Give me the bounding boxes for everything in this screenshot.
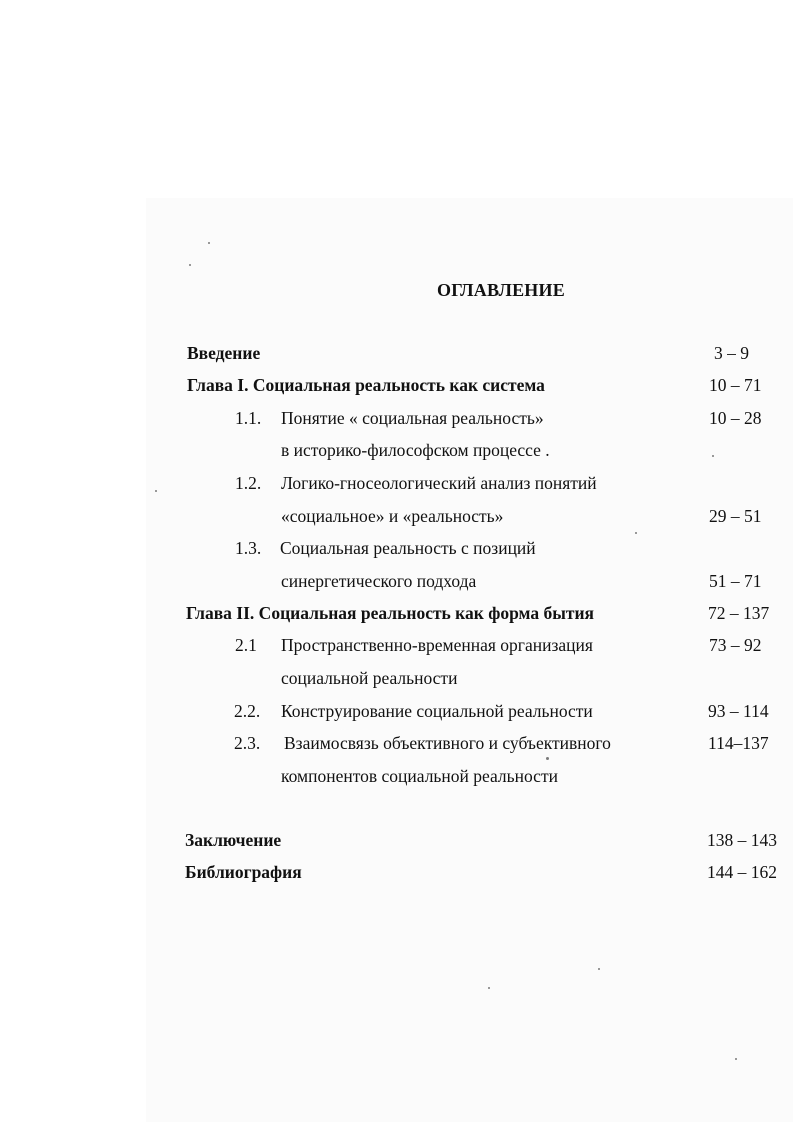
- toc-chapter-1-pages: 10 – 71: [709, 375, 762, 395]
- toc-section-title: Взаимосвязь объективного и субъективного: [284, 733, 611, 753]
- toc-section-number: 2.1: [235, 635, 257, 655]
- toc-chapter-2-pages: 72 – 137: [708, 603, 770, 623]
- toc-section-title-cont: в историко-философском процессе .: [281, 440, 550, 460]
- toc-section-title: Конструирование социальной реальности: [281, 701, 593, 721]
- toc-entry-bibliography-pages: 144 – 162: [707, 862, 777, 882]
- toc-section-pages: 51 – 71: [709, 571, 762, 591]
- toc-section-title-cont: «социальное» и «реальность»: [281, 506, 504, 526]
- scan-speck: [155, 490, 157, 492]
- toc-section-number: 1.1.: [235, 408, 262, 428]
- toc-entry-conclusion: Заключение: [185, 830, 282, 850]
- toc-section-pages: 10 – 28: [709, 408, 762, 428]
- scan-speck: [598, 968, 600, 970]
- toc-section-pages: 93 – 114: [708, 701, 769, 721]
- scan-speck: [488, 987, 490, 989]
- toc-chapter-2: Глава II. Социальная реальность как форма бытия: [186, 603, 595, 623]
- scan-speck: [189, 264, 191, 266]
- toc-section-title-cont: компонентов социальной реальности: [281, 766, 558, 786]
- toc-entry-bibliography: Библиография: [185, 862, 302, 882]
- toc-section-pages: 29 – 51: [709, 506, 762, 526]
- toc-entry-intro-pages: 3 – 9: [714, 343, 749, 363]
- toc-entry-conclusion-pages: 138 – 143: [707, 830, 777, 850]
- scan-speck: [208, 242, 210, 244]
- toc-chapter-1: Глава I. Социальная реальность как система: [187, 375, 545, 395]
- toc-section-title-cont: социальной реальности: [281, 668, 458, 688]
- toc-section-pages: 73 – 92: [709, 635, 762, 655]
- scan-speck: [712, 455, 714, 457]
- toc-section-title-cont: синергетического подхода: [281, 571, 477, 591]
- toc-section-number: 2.2.: [234, 701, 261, 721]
- toc-section-title: Пространственно-временная организация: [281, 635, 593, 655]
- toc-section-title: Логико-гносеологический анализ понятий: [281, 473, 597, 493]
- toc-section-title: Понятие « социальная реальность»: [281, 408, 544, 428]
- scanned-page-area: [146, 198, 793, 1122]
- scan-speck: [635, 532, 637, 534]
- toc-section-number: 1.3.: [235, 538, 262, 558]
- toc-section-title: Социальная реальность с позиций: [280, 538, 536, 558]
- scan-speck: [735, 1058, 737, 1060]
- toc-section-pages: 114–137: [708, 733, 769, 753]
- toc-title: ОГЛАВЛЕНИЕ: [437, 280, 565, 300]
- toc-section-number: 2.3.: [234, 733, 261, 753]
- toc-section-number: 1.2.: [235, 473, 262, 493]
- toc-entry-intro: Введение: [187, 343, 261, 363]
- scan-speck: [546, 757, 549, 760]
